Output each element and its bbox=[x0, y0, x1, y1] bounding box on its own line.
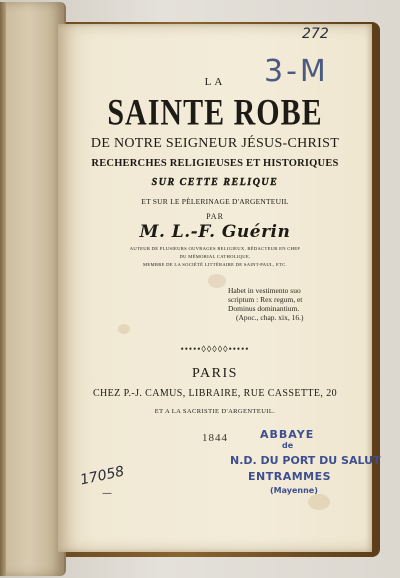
author-description-1: AUTEUR DE PLUSIEURS OUVRAGES RELIGIEUX, RÉDACTEUR EN CHEF bbox=[129, 246, 301, 251]
author-name: M. L.-F. Guérin bbox=[139, 222, 291, 242]
book-front-cover bbox=[0, 2, 66, 576]
publication-year: 1844 bbox=[202, 432, 228, 444]
epigraph bbox=[228, 286, 368, 322]
publisher-line: CHEZ P.-J. CAMUS, LIBRAIRE, RUE CASSETTE, 20 bbox=[92, 388, 337, 399]
subtitle-line-1: DE NOTRE SEIGNEUR JÉSUS-CHRIST bbox=[90, 136, 340, 151]
pre-title: LA bbox=[204, 76, 226, 88]
handwritten-dash: — bbox=[102, 488, 112, 499]
foxing-spot bbox=[118, 324, 130, 334]
subtitle-line-2: RECHERCHES RELIGIEUSES ET HISTORIQUES bbox=[91, 158, 339, 169]
epigraph-line-1: Habet in vestimento suo bbox=[228, 286, 301, 295]
by-label: PAR bbox=[206, 212, 224, 221]
stamp-line-4: ENTRAMMES bbox=[248, 470, 332, 483]
epigraph-line-2: scriptum : Rex regum, et bbox=[228, 295, 303, 304]
handwritten-inventory-number: 17058 bbox=[78, 463, 126, 489]
main-title: SAINTE ROBE bbox=[107, 92, 323, 134]
foxing-spot bbox=[208, 274, 226, 288]
author-description-2: DU MÉMORIAL CATHOLIQUE, bbox=[179, 254, 251, 259]
handwritten-shelf-mark: 3-M bbox=[264, 54, 329, 89]
ornament-divider: •••••◊◊◊◊◊••••• bbox=[180, 344, 250, 354]
foxing-spot bbox=[308, 494, 330, 510]
stamp-line-3: N.D. DU PORT DU SALUT bbox=[230, 454, 381, 467]
title-page bbox=[58, 24, 381, 552]
stamp-line-1: ABBAYE bbox=[260, 428, 315, 441]
author-description-3: MEMBRE DE LA SOCIÉTÉ LITTÉRAIRE DE SAINT-PAUL, ETC. bbox=[143, 262, 287, 267]
epigraph-reference: (Apoc., chap. xix, 16.) bbox=[236, 313, 304, 322]
cover-edge bbox=[0, 2, 6, 576]
stamp-line-5: (Mayenne) bbox=[270, 486, 318, 495]
subtitle-line-4: ET SUR LE PÈLERINAGE D'ARGENTEUIL bbox=[141, 197, 289, 206]
publisher-line-2: ET A LA SACRISTIE D'ARGENTEUIL. bbox=[154, 408, 276, 415]
epigraph-line-3: Dominus dominantium. bbox=[228, 304, 300, 313]
stamp-line-2: de bbox=[282, 441, 294, 450]
handwritten-shelf-number: 272 bbox=[302, 26, 329, 42]
subtitle-line-3: SUR CETTE RELIQUE bbox=[151, 177, 279, 188]
publication-city: PARIS bbox=[192, 366, 238, 381]
